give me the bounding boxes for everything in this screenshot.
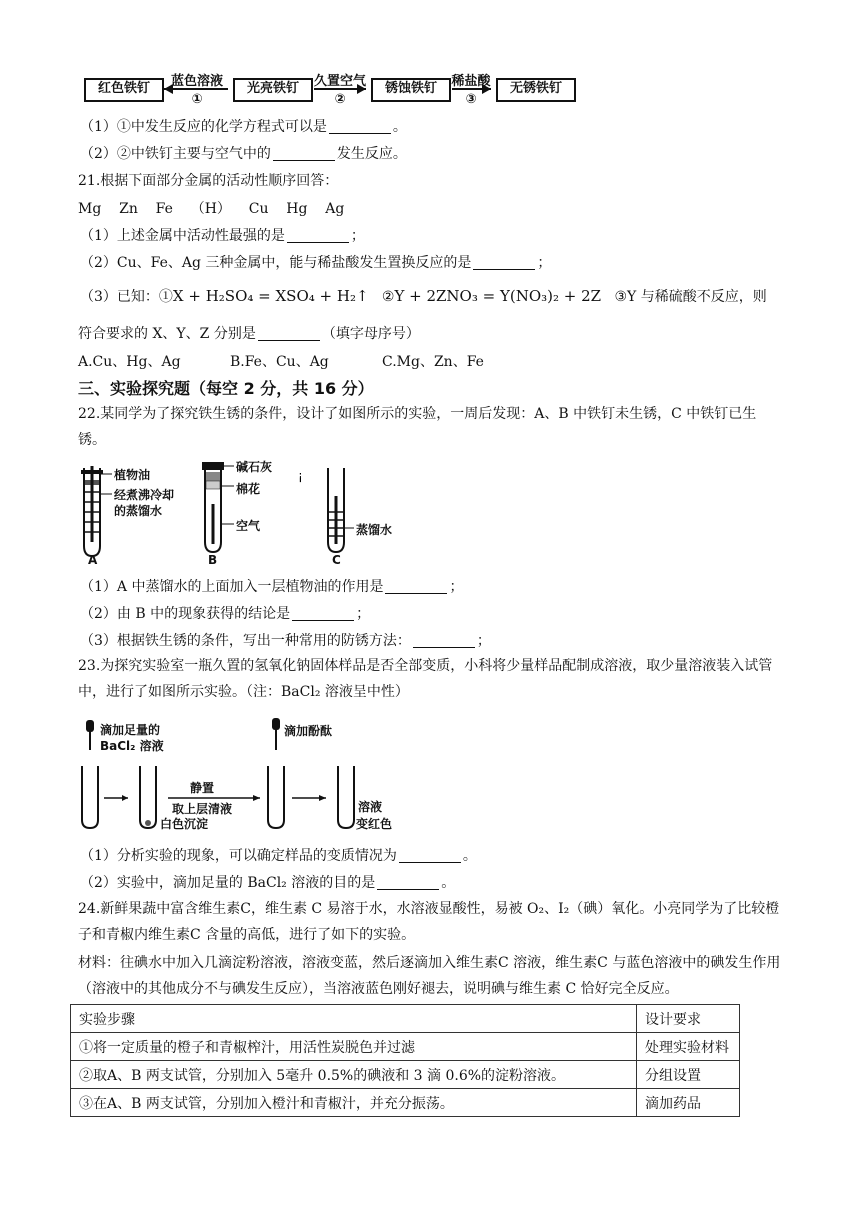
answer-blank[interactable] (413, 633, 475, 648)
tube-b-label-air: 空气 (236, 519, 261, 533)
option-a: A.Cu、Hg、Ag (78, 354, 181, 370)
step-label-settle: 静置 (190, 781, 215, 795)
q22-part2 (80, 603, 370, 623)
answer-blank[interactable] (292, 606, 354, 621)
q23-part1-end: 。 (462, 848, 477, 864)
precip-label: 白色沉淀 (160, 817, 209, 831)
drop2-label: 滴加酚酞 (284, 724, 333, 738)
option-c: C.Mg、Zn、Fe (382, 354, 484, 370)
stray-mark: ¡ (298, 469, 303, 483)
experiment-table (70, 1004, 740, 1117)
step-label-supernatant: 取上层清液 (172, 802, 233, 816)
q21-metal-series (78, 198, 344, 218)
answer-blank[interactable] (399, 848, 461, 863)
answer-blank[interactable] (258, 326, 320, 341)
flow-box-rustless-nail: 无锈铁钉 (496, 78, 576, 102)
q23-part1 (80, 845, 477, 865)
answer-blank[interactable] (473, 255, 535, 270)
table-cell: ③在A、B 两支试管，分别加入橙汁和青椒汁，并充分振荡。 (71, 1089, 637, 1117)
tube-a-label-water: 的蒸馏水 (114, 504, 163, 518)
q21-part1-end: ； (350, 228, 365, 244)
q22-part3-text: （3）根据铁生锈的条件，写出一种常用的防锈方法： (80, 633, 411, 649)
q23-text: 23.为探究实验室一瓶久置的氢氧化钠固体样品是否全部变质，小科将少量样品配制成溶液，取少量溶液装入试管中，进行了如图所示实验。（注：BaCl₂ 溶液呈中性） (78, 658, 773, 700)
table-cell: 处理实验材料 (637, 1033, 740, 1061)
tube-a-label-boiled: 经煮沸冷却 (114, 488, 175, 502)
table-row (71, 1033, 740, 1061)
q20-part2 (80, 143, 407, 163)
dropper-2 (272, 718, 280, 750)
flow-step-num-1: ① (191, 92, 203, 107)
tube-b-name: B (208, 553, 218, 567)
q21-part2 (80, 252, 551, 272)
q21-part3-line2-text: 符合要求的 X、Y、Z 分别是 (78, 326, 256, 342)
q22-part1-text: （1）A 中蒸馏水的上面加入一层植物油的作用是 (80, 579, 384, 595)
result-label-1: 溶液 (358, 800, 383, 814)
table-header: 设计要求 (637, 1005, 740, 1033)
q23-part2-text: （2）实验中，滴加足量的 BaCl₂ 溶液的目的是 (80, 875, 376, 891)
q21-part1-text: （1）上述金属中活动性最强的是 (80, 228, 285, 244)
answer-blank[interactable] (385, 579, 447, 594)
metal: Cu (248, 201, 269, 217)
q20-part2-text: （2）②中铁钉主要与空气中的 (80, 146, 271, 162)
tube-c-name: C (332, 553, 341, 567)
q24-text: 24.新鲜果蔬中富含维生素C，维生素 C 易溶于水，水溶液显酸性，易被 O₂、I₂（碘）氧化。小亮同学为了比较橙子和青椒内维生素C 含量的高低，进行了如下的实验。 (78, 901, 780, 943)
answer-blank[interactable] (329, 119, 391, 134)
answer-blank[interactable] (287, 228, 349, 243)
q22-part1-end: ； (449, 579, 464, 595)
q21-part3-line2 (78, 323, 420, 343)
drop1-label-1: 滴加足量的 (100, 723, 161, 737)
tube-c (328, 468, 354, 552)
table-cell: 滴加药品 (637, 1089, 740, 1117)
metal: Mg (78, 201, 102, 217)
answer-blank[interactable] (377, 875, 439, 890)
table-cell: 分组设置 (637, 1061, 740, 1089)
q21-title: 21.根据下面部分金属的活动性顺序回答： (78, 173, 339, 189)
tube-a-name: A (88, 553, 98, 567)
q21-part1 (80, 225, 365, 245)
metal: （H） (190, 201, 231, 217)
q20-part1 (80, 116, 407, 136)
flow-step-label-1: 蓝色溶液 (170, 74, 223, 89)
q22-part3-end: ； (476, 633, 491, 649)
q22-part3 (80, 630, 491, 650)
q23-part2-end: 。 (441, 875, 456, 891)
flow-box-red-nail: 红色铁钉 (84, 78, 164, 102)
table-header-row (71, 1005, 740, 1033)
metal: Zn (119, 201, 138, 217)
drop1-label-2: BaCl₂ 溶液 (100, 739, 164, 753)
tube-c-label-water: 蒸馏水 (356, 523, 393, 537)
flow-step-num-3: ③ (465, 92, 477, 107)
tube-a-label-oil: 植物油 (114, 468, 151, 482)
answer-blank[interactable] (273, 146, 335, 161)
q22-part2-text: （2）由 B 中的现象获得的结论是 (80, 606, 291, 622)
flow-step-num-2: ② (334, 92, 346, 107)
table-row (71, 1089, 740, 1117)
flow-box-rusty-nail: 锈蚀铁钉 (371, 78, 451, 102)
table-cell: ①将一定质量的橙子和青椒榨汁，用活性炭脱色并过滤 (71, 1033, 637, 1061)
equation-2-prefix: ② (381, 289, 395, 305)
flow-step-label-3: 稀盐酸 (451, 74, 491, 89)
flow-step-label-2: 久置空气 (313, 74, 366, 89)
tube-a (81, 466, 112, 556)
q20-part2-end: 发生反应。 (336, 146, 407, 162)
table-header: 实验步骤 (71, 1005, 637, 1033)
equation-1: X + H₂SO₄ = XSO₄ + H₂↑ (172, 287, 369, 305)
metal: Fe (155, 201, 173, 217)
q21-part3-prefix: （3）已知：① (80, 289, 173, 305)
table-cell: ②取A、B 两支试管，分别加入 5毫升 0.5%的碘液和 3 滴 0.6%的淀粉溶液。 (71, 1061, 637, 1089)
q21-part2-end: ； (537, 255, 552, 271)
tube-b-label-soda-lime: 碱石灰 (236, 460, 273, 474)
option-b: B.Fe、Cu、Ag (230, 354, 329, 370)
q21-part3-suffix: ③Y 与稀硫酸不反应，则 (614, 289, 767, 305)
metal: Ag (325, 201, 345, 217)
q21-part2-text: （2）Cu、Fe、Ag 三种金属中，能与稀盐酸发生置换反应的是 (80, 255, 472, 271)
q22-part1 (80, 576, 463, 596)
section-heading: 三、实验探究题（每空 2 分，共 16 分） (78, 379, 374, 398)
q21-part3 (80, 286, 767, 306)
q21-part3-line2-end: （填字母序号） (321, 326, 420, 342)
q23-part2 (80, 872, 455, 892)
q22-part2-end: ； (356, 606, 371, 622)
q20-part1-end: 。 (392, 119, 407, 135)
flow-box-shiny-nail: 光亮铁钉 (233, 78, 313, 102)
flow-arrows (0, 0, 860, 110)
result-label-2: 变红色 (356, 817, 393, 831)
equation-2: Y + 2ZNO₃ = Y(NO₃)₂ + 2Z (394, 287, 602, 305)
tube-b-label-cotton: 棉花 (236, 482, 261, 496)
q22-text: 22.某同学为了探究铁生锈的条件，设计了如图所示的实验，一周后发现：A、B 中铁钉未生锈，C 中铁钉已生锈。 (78, 406, 757, 448)
q20-part1-text: （1）①中发生反应的化学方程式可以是 (80, 119, 327, 135)
table-row (71, 1061, 740, 1089)
metal: Hg (286, 201, 308, 217)
tube-b (202, 462, 234, 552)
q24-material: 材料：往碘水中加入几滴淀粉溶液，溶液变蓝，然后逐滴加入维生素C 溶液，维生素C 与蓝色溶液中的碘发生作用（溶液中的其他成分不与碘发生反应），当溶液蓝色刚好褪去，说明碘与维生素 C 恰好完全反应。 (78, 955, 781, 997)
q23-part1-text: （1）分析实验的现象，可以确定样品的变质情况为 (80, 848, 397, 864)
dropper-1 (86, 720, 94, 750)
